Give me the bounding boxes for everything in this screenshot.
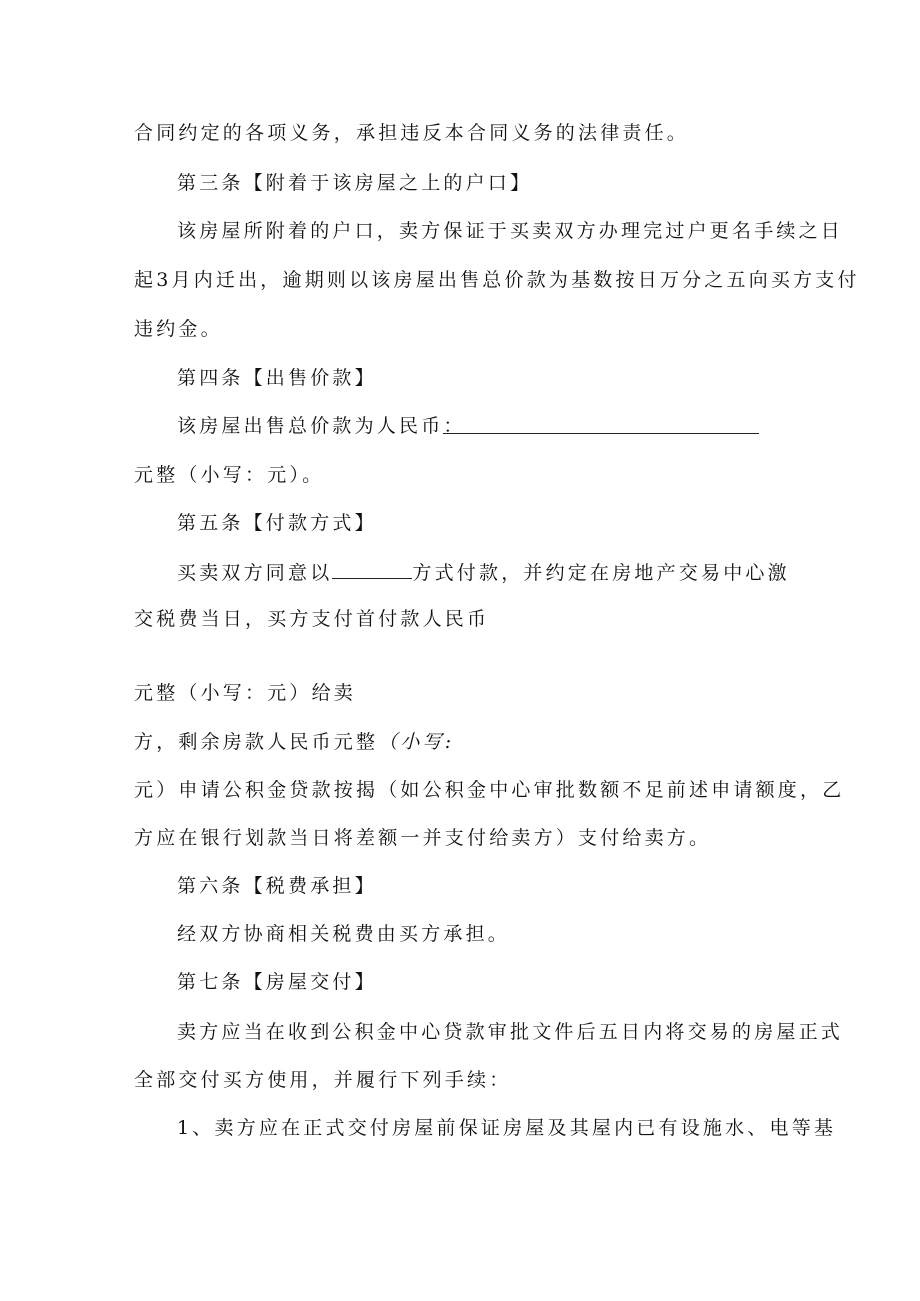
text-line: 经双方协商相关税费由买方承担。 bbox=[177, 923, 511, 945]
text-line: 交税费当日，买方支付首付款人民币 bbox=[134, 608, 490, 630]
lowercase-note: （小写: bbox=[378, 731, 455, 753]
text-line: 方应在银行划款当日将差额一并支付给卖方）支付给卖方。 bbox=[134, 827, 712, 849]
article-heading: 第七条【房屋交付】 bbox=[177, 971, 377, 993]
text-line: 违约金。 bbox=[134, 318, 223, 340]
price-blank-line bbox=[443, 433, 759, 434]
text-line: 元整（小写：元）给卖 bbox=[134, 682, 357, 704]
text-line bbox=[177, 414, 466, 438]
payment-method-blank bbox=[332, 560, 412, 579]
text-line: 合同约定的各项义务，承担违反本合同义务的法律责任。 bbox=[134, 122, 690, 144]
text-line bbox=[134, 730, 454, 754]
article-heading: 第四条【出售价款】 bbox=[177, 367, 377, 389]
text-line bbox=[177, 560, 790, 585]
text-line: 起3月内迁出，逾期则以该房屋出售总价款为基数按日万分之五向买方支付 bbox=[134, 269, 860, 291]
text-line: 元整（小写：元）。 bbox=[134, 464, 325, 486]
payment-method-prefix: 买卖双方同意以 bbox=[177, 562, 333, 584]
article-heading: 第六条【税费承担】 bbox=[177, 875, 377, 897]
article-heading: 第五条【付款方式】 bbox=[177, 512, 377, 534]
text-line: 该房屋所附着的户口，卖方保证于买卖双方办理完过户更名手续之日 bbox=[177, 220, 844, 242]
remaining-price-text: 方，剩余房款人民币元整 bbox=[134, 731, 379, 753]
text-line: 元）申请公积金贷款按揭（如公积金中心审批数额不足前述申请额度，乙 bbox=[134, 779, 845, 801]
price-label: 该房屋出售总价款为人民币： bbox=[177, 415, 466, 437]
text-line: 卖方应当在收到公积金中心贷款审批文件后五日内将交易的房屋正式 bbox=[177, 1021, 844, 1043]
text-line: 1、卖方应在正式交付房屋前保证房屋及其屋内已有设施水、电等基 bbox=[177, 1117, 837, 1139]
text-line: 全部交付买方使用，并履行下列手续： bbox=[134, 1069, 512, 1091]
payment-method-suffix: 方式付款，并约定在房地产交易中心激 bbox=[412, 562, 790, 584]
article-heading: 第三条【附着于该房屋之上的户口】 bbox=[177, 172, 533, 194]
